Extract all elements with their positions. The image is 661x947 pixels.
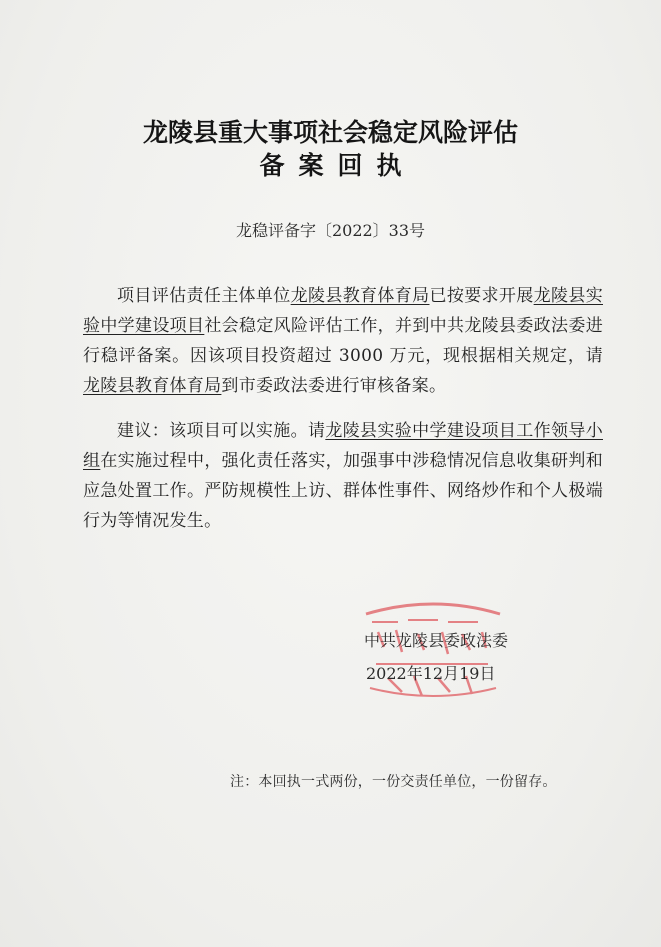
paragraph-filing — [83, 281, 603, 401]
para1-unit-2: 龙陵县教育体育局 — [83, 376, 222, 396]
document-number: 龙稳评备字〔2022〕33号 — [235, 221, 426, 240]
para1-text-1: 项目评估责任主体单位 — [117, 286, 291, 306]
signature-date: 2022年12月19日 — [366, 664, 496, 683]
para1-unit-1: 龙陵县教育体育局 — [290, 286, 430, 306]
para1-text-3: 社会稳定风险评估工作，并到中共龙陵县委政法委进行稳评备案。因该项目投资超过 3000 万元，现根据相关规定，请 — [83, 316, 603, 366]
signature-organization: 中共龙陵县委政法委 — [364, 631, 509, 650]
document-title: 龙陵县重大事项社会稳定风险评估 — [142, 118, 518, 147]
footnote: 注：本回执一式两份，一份交责任单位，一份留存。 — [230, 774, 557, 790]
document-subtitle: 备案回执 — [259, 151, 416, 180]
para1-text-2: 已按要求开展 — [429, 286, 534, 306]
para2-group: 龙陵县实验中学建设项目工作领导小组 — [83, 421, 603, 471]
para2-text-2: 在实施过程中，强化责任落实，加强事中涉稳情况信息收集研判和应急处置工作。严防规模性上访、群体性事件、网络炒作和个人极端行为等情况发生。 — [83, 451, 603, 531]
para1-project: 龙陵县实验中学建设项目 — [83, 286, 603, 336]
para1-text-4: 到市委政法委进行审核备案。 — [221, 376, 447, 396]
paragraph-suggestion — [83, 416, 603, 536]
para2-text-1: 建议：该项目可以实施。请 — [117, 421, 326, 441]
